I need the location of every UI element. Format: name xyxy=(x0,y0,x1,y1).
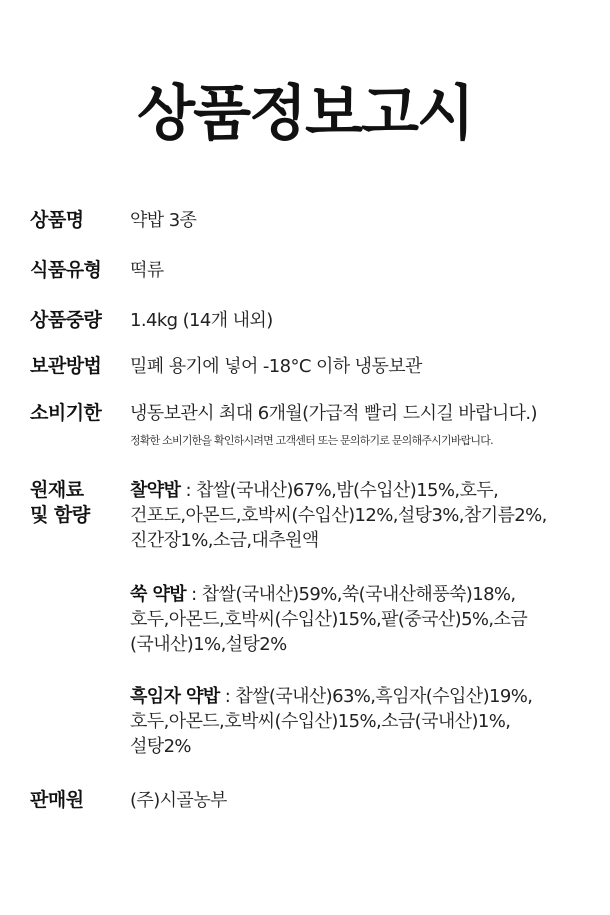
product-name-label: 상품명 xyxy=(30,209,84,231)
ingredient-line xyxy=(130,684,608,709)
food-type-value: 떡류 xyxy=(130,260,164,281)
ingredient-item-name: 쑥 약밥 xyxy=(130,584,187,605)
ingredient-line: 진간장1%,소금,대추원액 xyxy=(130,530,319,551)
food-type-label: 식품유형 xyxy=(30,259,102,281)
ingredient-item xyxy=(130,478,608,553)
ingredient-item xyxy=(130,684,608,759)
weight-label: 상품중량 xyxy=(30,309,102,331)
ingredient-line-text: : 찹쌀(국내산)67%,밤(수입산)15%,호두, xyxy=(180,480,499,501)
expiry-label: 소비기한 xyxy=(30,402,102,424)
ingredients-label xyxy=(30,478,130,528)
ingredients-label-line1: 원재료 xyxy=(30,479,84,501)
expiry-note: 정확한 소비기한을 확인하시려면 고객센터 또는 문의하기로 문의해주시기바랍니다. xyxy=(130,434,493,447)
ingredient-line xyxy=(130,582,608,607)
ingredient-item-name: 흑임자 약밥 xyxy=(130,686,220,707)
ingredient-line: 호두,아몬드,호박씨(수입산)15%,팥(중국산)5%,소금 xyxy=(130,609,528,630)
expiry-value: 냉동보관시 최대 6개월(가급적 빨리 드시길 바랍니다.) xyxy=(130,403,537,424)
ingredient-item-name: 찰약밥 xyxy=(130,480,181,501)
product-name-value: 약밥 3종 xyxy=(130,210,197,231)
seller-value: (주)시골농부 xyxy=(130,790,227,811)
ingredient-line: 호두,아몬드,호박씨(수입산)15%,소금(국내산)1%, xyxy=(130,711,511,732)
seller-label: 판매원 xyxy=(30,789,84,811)
ingredient-line: 설탕2% xyxy=(130,736,191,757)
ingredient-item xyxy=(130,582,608,657)
ingredient-line: 건포도,아몬드,호박씨(수입산)12%,설탕3%,참기름2%, xyxy=(130,505,547,526)
ingredients-label-line2: 및 함량 xyxy=(30,504,90,526)
page-title: 상품정보고시 xyxy=(137,79,473,149)
ingredient-line-text: : 찹쌀(국내산)59%,쑥(국내산해풍쑥)18%, xyxy=(186,584,516,605)
ingredient-line xyxy=(130,478,608,503)
weight-value: 1.4kg (14개 내외) xyxy=(130,310,273,331)
ingredient-line: (국내산)1%,설탕2% xyxy=(130,634,287,655)
storage-label: 보관방법 xyxy=(30,355,102,377)
ingredient-line-text: : 찹쌀(국내산)63%,흑임자(수입산)19%, xyxy=(219,686,533,707)
storage-value: 밀폐 용기에 넣어 -18°C 이하 냉동보관 xyxy=(130,356,422,377)
